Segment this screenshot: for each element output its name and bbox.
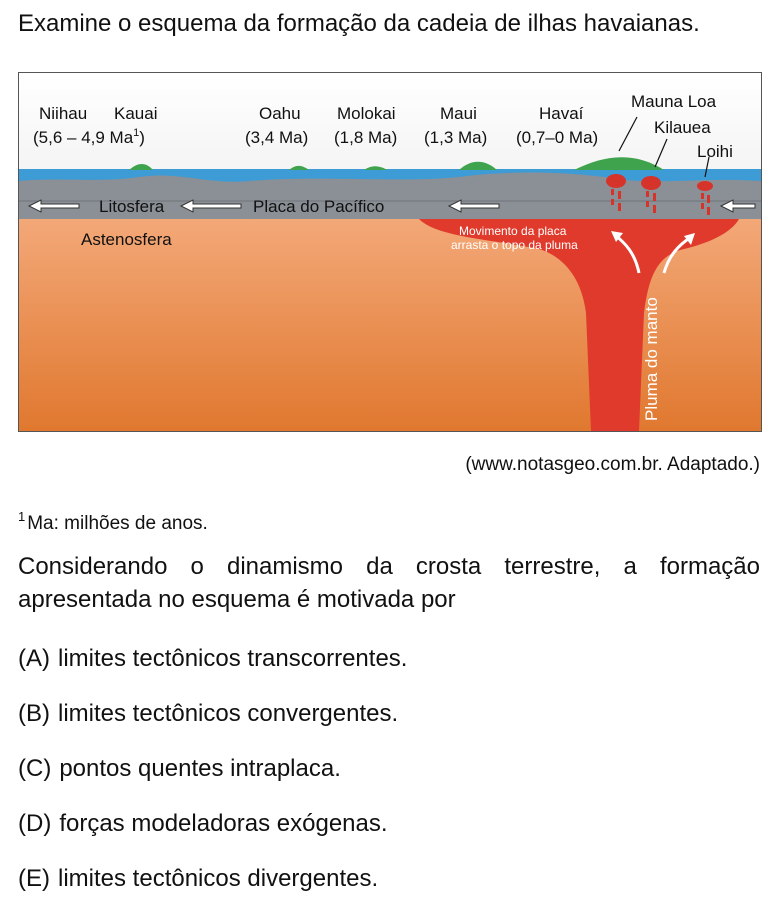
- option-text: limites tectônicos transcorrentes.: [58, 645, 408, 672]
- option-letter: (D): [18, 810, 52, 837]
- label-movimento-placa-1: Movimento da placa: [459, 224, 567, 238]
- label-oahu-age: (3,4 Ma): [245, 128, 309, 147]
- option-letter: (E): [18, 865, 50, 892]
- label-kilauea: Kilauea: [654, 118, 711, 137]
- option-c[interactable]: [18, 752, 760, 807]
- source-citation: (www.notasgeo.com.br. Adaptado.): [465, 454, 760, 475]
- footnote-mark: 1: [18, 509, 26, 524]
- option-letter: (C): [18, 755, 52, 782]
- label-kauai: Kauai: [114, 104, 158, 123]
- hawaii-hotspot-diagram: [18, 72, 762, 432]
- label-maui-age: (1,3 Ma): [424, 128, 488, 147]
- label-oahu: Oahu: [259, 104, 301, 123]
- answer-options: [18, 642, 760, 917]
- option-a[interactable]: [18, 642, 760, 697]
- option-letter: (A): [18, 645, 50, 672]
- label-niihau-kauai-age: (5,6 – 4,9 Ma$^1$): [33, 127, 145, 147]
- option-text: limites tectônicos divergentes.: [58, 865, 379, 892]
- intro-text: Examine o esquema da formação da cadeia de ilhas havaianas.: [18, 10, 700, 37]
- label-havai: Havaí: [539, 104, 584, 123]
- option-e[interactable]: [18, 862, 760, 917]
- label-litosfera: Litosfera: [99, 197, 165, 216]
- option-text: limites tectônicos convergentes.: [58, 700, 399, 727]
- option-b[interactable]: [18, 697, 760, 752]
- label-pluma-do-manto: Pluma do manto: [642, 297, 661, 421]
- sky-area: [19, 73, 761, 173]
- label-loihi: Loihi: [697, 142, 733, 161]
- diagram-svg: [19, 73, 761, 431]
- label-mauna-loa: Mauna Loa: [631, 92, 717, 111]
- label-astenosfera: Astenosfera: [81, 230, 172, 249]
- option-letter: (B): [18, 700, 50, 727]
- option-text: forças modeladoras exógenas.: [59, 810, 388, 837]
- label-molokai-age: (1,8 Ma): [334, 128, 398, 147]
- label-movimento-placa-2: arrasta o topo da pluma: [451, 238, 578, 252]
- footnote: [18, 502, 208, 539]
- label-niihau: Niihau: [39, 104, 88, 123]
- label-maui: Maui: [440, 104, 477, 123]
- footnote-text: Ma: milhões de anos.: [27, 513, 208, 534]
- option-text: pontos quentes intraplaca.: [59, 755, 341, 782]
- label-placa-do-pacifico: Placa do Pacífico: [253, 197, 385, 216]
- label-molokai: Molokai: [337, 104, 396, 123]
- question-stem: Considerando o dinamismo da crosta terrestre, a formação apresentada no esquema é motivada por: [18, 553, 760, 613]
- option-d[interactable]: [18, 807, 760, 862]
- label-havai-age: (0,7–0 Ma): [516, 128, 599, 147]
